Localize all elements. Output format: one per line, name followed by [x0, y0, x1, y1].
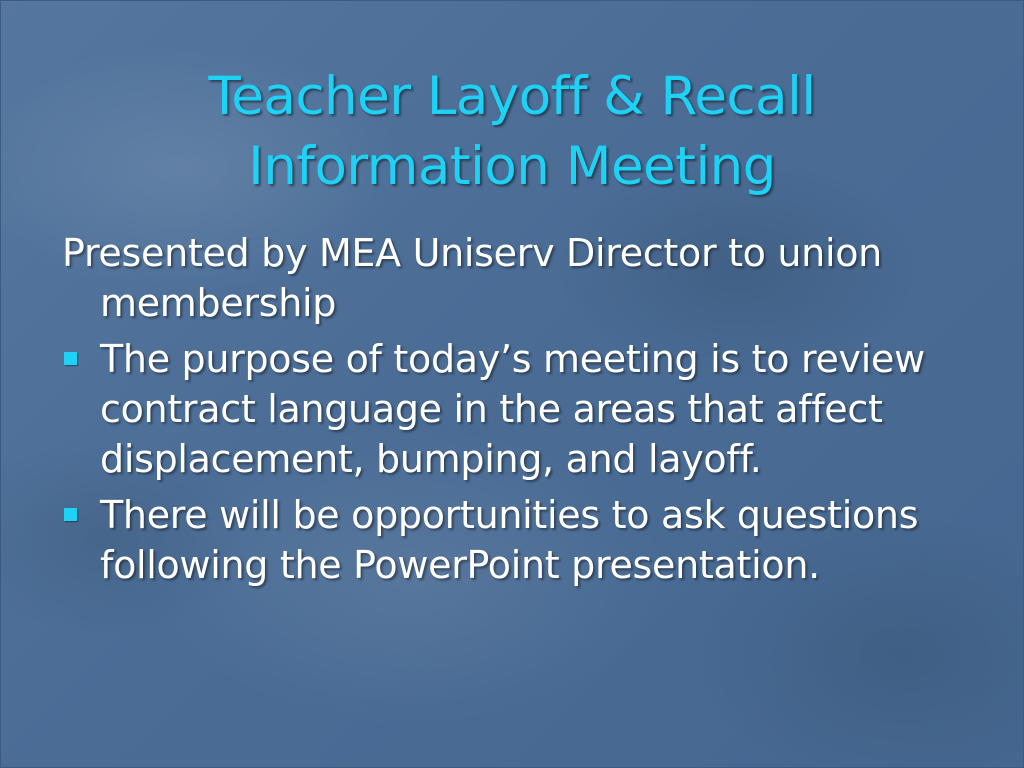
- slide-title-line-1: Teacher Layoff & Recall: [208, 66, 816, 127]
- square-bullet-icon: [64, 508, 77, 521]
- slide-title: [40, 62, 984, 202]
- intro-text: Presented by MEA Uniserv Director to union membership: [62, 231, 882, 325]
- slide-title-line-2: Information Meeting: [248, 136, 776, 197]
- list-item: [62, 490, 982, 590]
- list-item: [62, 334, 982, 484]
- bullet-text: There will be opportunities to ask questions following the PowerPoint presentation.: [100, 493, 919, 587]
- square-bullet-icon: [64, 352, 77, 365]
- slide-body: [62, 228, 982, 590]
- bullet-text: The purpose of today’s meeting is to review contract language in the areas that affect displacement, bumping, and layoff.: [100, 337, 925, 481]
- bullet-list: [62, 334, 982, 590]
